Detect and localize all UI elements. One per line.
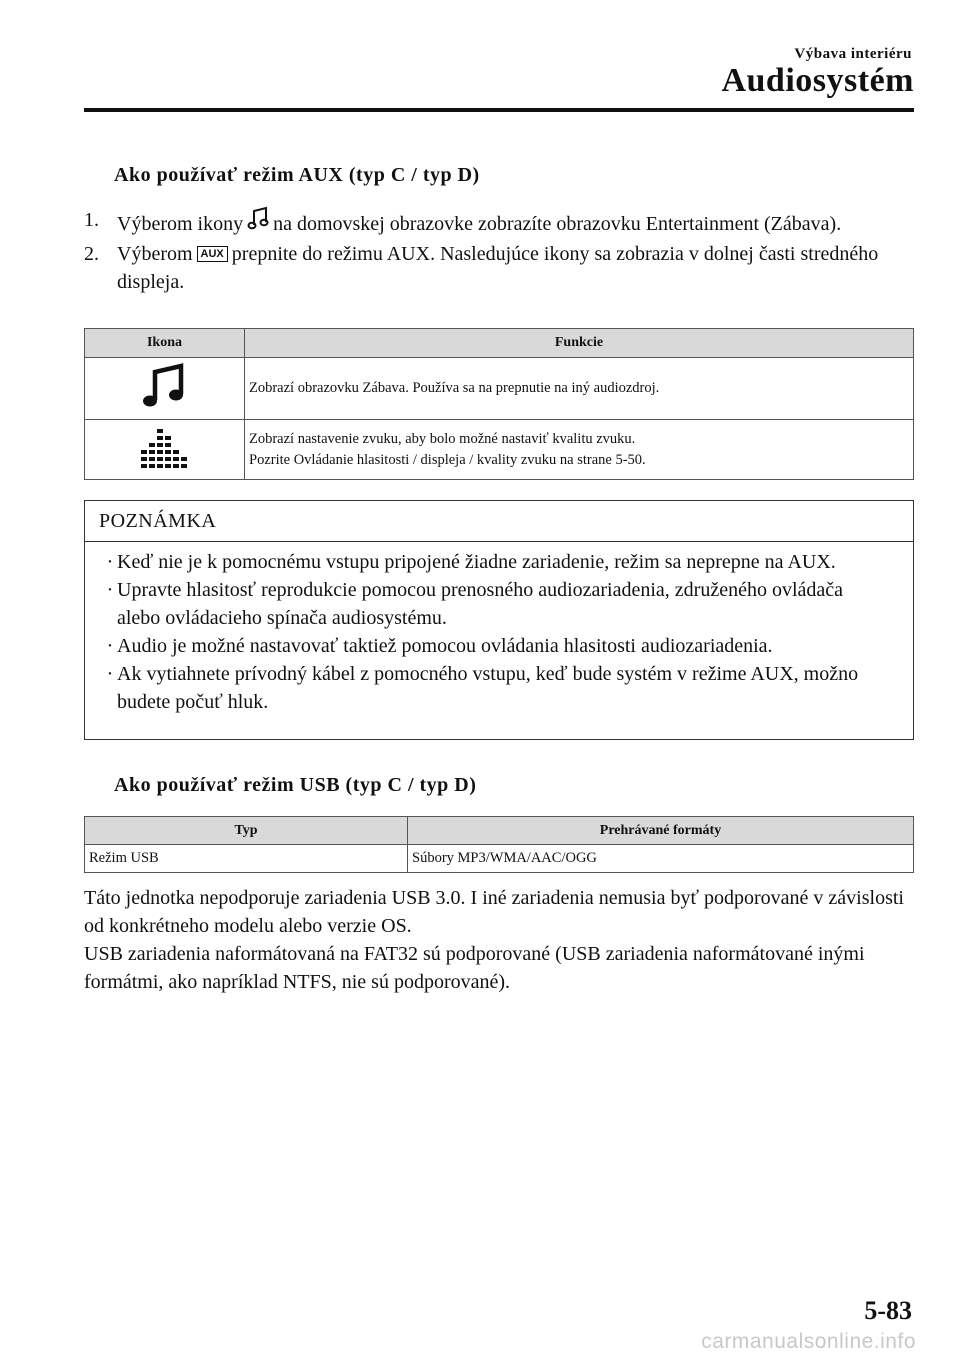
table-row xyxy=(85,358,914,420)
step-text-before: Výberom ikony xyxy=(117,213,244,235)
page-title: Audiosystém xyxy=(721,62,914,99)
bullet-icon: · xyxy=(106,579,114,601)
step-1 xyxy=(84,206,914,240)
note-title: POZNÁMKA xyxy=(85,501,913,542)
step-number: 2. xyxy=(84,243,99,265)
header-divider xyxy=(84,108,914,112)
table-cell-formats: Súbory MP3/WMA/AAC/OGG xyxy=(408,845,914,873)
aux-badge-icon: AUX xyxy=(197,246,228,262)
bullet-icon: · xyxy=(106,551,114,573)
paragraph: USB zariadenia naformátovaná na FAT32 sú podporované (USB zariadenia naformátované inými formátmi, ako napríklad NTFS, nie sú podporované). xyxy=(84,943,865,993)
note-list xyxy=(85,542,913,716)
list-item: · Audio je možné nastavovať taktiež pomocou ovládania hlasitosti audiozariadenia. xyxy=(85,632,913,660)
aux-steps xyxy=(84,206,914,296)
list-item: · Upravte hlasitosť reprodukcie pomocou prenosného audiozariadenia, združeného ovládača alebo ovládacieho spínača audiosystému. xyxy=(85,576,913,632)
watermark: carmanualsonline.info xyxy=(701,1330,916,1353)
table-header-icon: Ikona xyxy=(85,329,245,358)
step-2 xyxy=(84,240,914,296)
table-header-type: Typ xyxy=(85,817,408,845)
step-text-before: Výberom xyxy=(117,243,193,265)
function-text: Zobrazí obrazovku Zábava. Používa sa na prepnutie na iný audiozdroj. xyxy=(249,380,660,396)
function-text: Zobrazí nastavenie zvuku, aby bolo možné nastaviť kvalitu zvuku. xyxy=(249,430,636,447)
note-box xyxy=(84,500,914,740)
paragraph: Táto jednotka nepodporuje zariadenia USB 3.0. I iné zariadenia nemusia byť podporované v závislosti od konkrétneho modelu alebo verzie OS. xyxy=(84,887,904,937)
music-note-icon xyxy=(247,206,269,240)
bullet-icon: · xyxy=(106,663,114,685)
header-section: Výbava interiéru xyxy=(794,46,912,62)
table-cell-type: Režim USB xyxy=(85,845,408,873)
step-text-after: na domovskej obrazovke zobrazíte obrazovku Entertainment (Zábava). xyxy=(273,213,842,235)
step-number: 1. xyxy=(84,209,99,231)
list-item: · Ak vytiahnete prívodný kábel z pomocného vstupu, keď bude systém v režime AUX, možno budete počuť hluk. xyxy=(85,660,913,716)
function-text: Pozrite Ovládanie hlasitosti / displeja / kvality zvuku na strane 5-50. xyxy=(249,451,646,468)
usb-section-title: Ako používať režim USB (typ C / typ D) xyxy=(114,774,477,796)
table-header-row xyxy=(85,817,914,845)
bullet-icon: · xyxy=(106,635,114,657)
icon-function-table xyxy=(84,328,914,480)
list-item: · Keď nie je k pomocnému vstupu pripojené žiadne zariadenie, režim sa neprepne na AUX. xyxy=(85,548,913,576)
table-row xyxy=(85,845,914,873)
page-number: 5-83 xyxy=(864,1296,912,1325)
table-header-formats: Prehrávané formáty xyxy=(408,817,914,845)
table-row xyxy=(85,420,914,480)
equalizer-icon xyxy=(137,456,193,473)
aux-section-title: Ako používať režim AUX (typ C / typ D) xyxy=(114,164,480,186)
table-header-row xyxy=(85,329,914,358)
usb-paragraphs xyxy=(84,884,914,996)
step-text-after: prepnite do režimu AUX. Nasledujúce ikony sa zobrazia v dolnej časti stredného displeja. xyxy=(117,243,879,293)
table-header-function: Funkcie xyxy=(245,329,914,358)
music-note-icon xyxy=(141,397,189,414)
usb-format-table xyxy=(84,816,914,873)
